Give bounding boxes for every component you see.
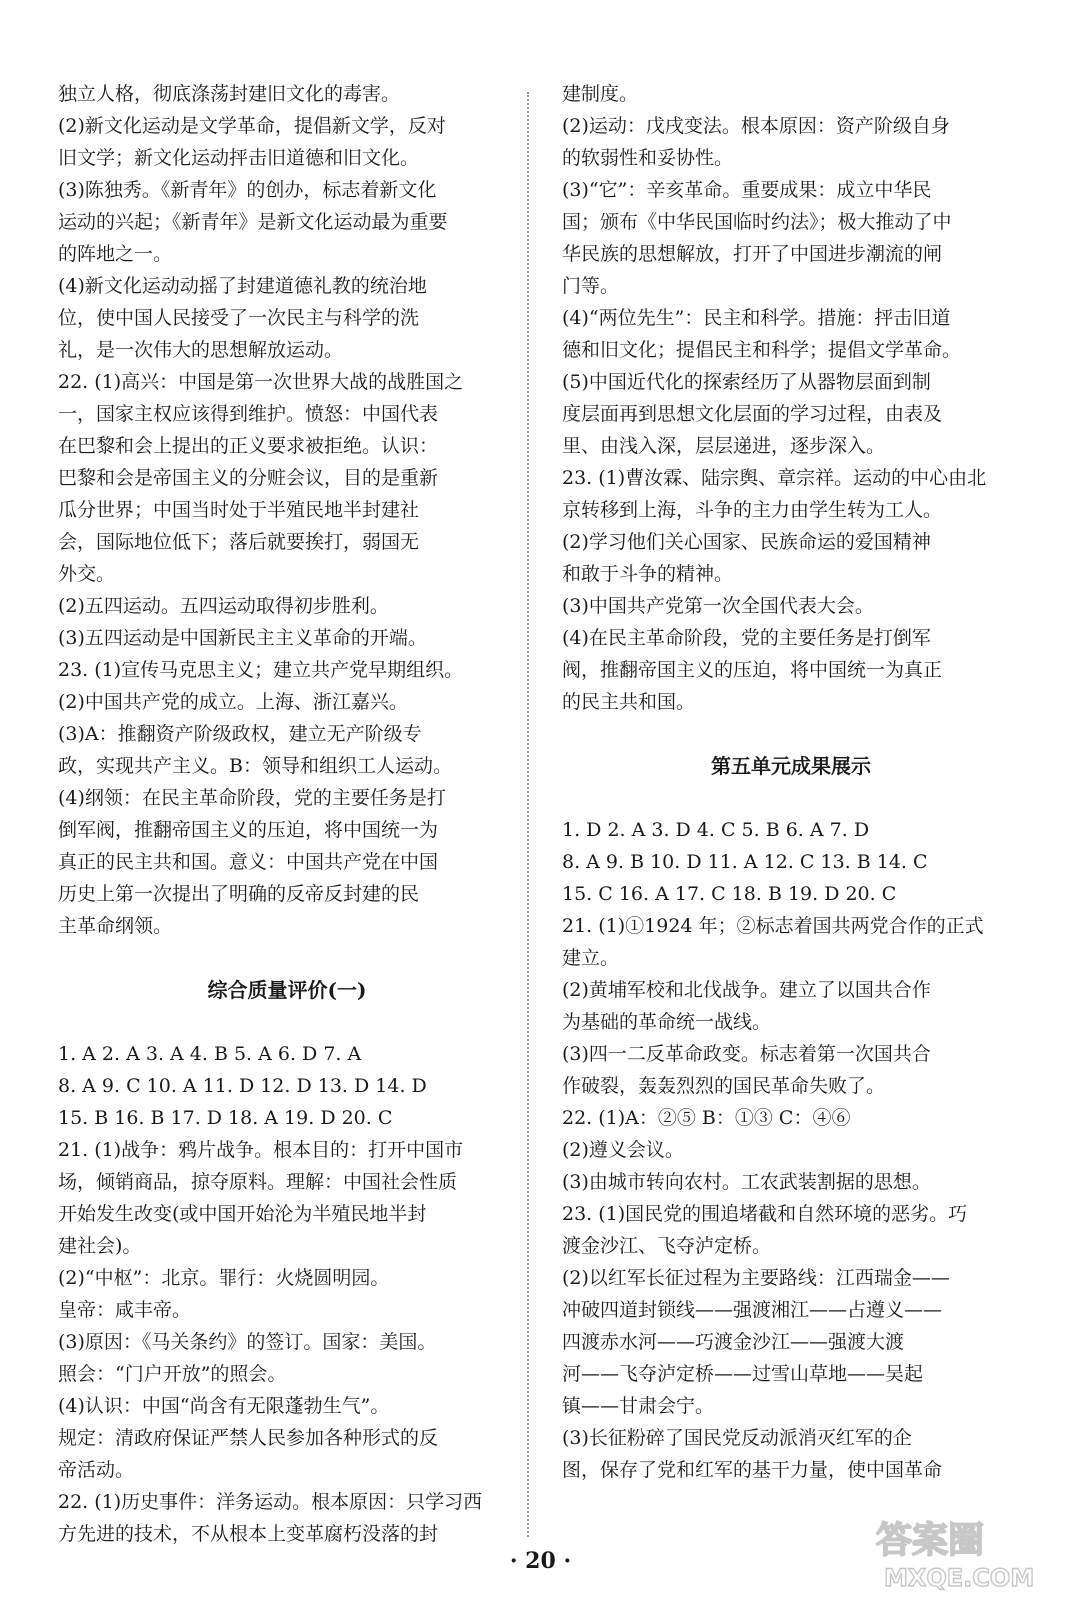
column-divider [527,92,529,1537]
text-line: 京转移到上海，斗争的主力由学生转为工人。 [562,499,943,521]
text-line: (3)原因：《马关条约》的签订。国家：美国。 [58,1331,437,1353]
text-line: 规定：清政府保证严禁人民参加各种形式的反 [58,1427,439,1449]
text-line: 渡金沙江、飞夺泸定桥。 [562,1235,772,1257]
text-line: 四渡赤水河——巧渡金沙江——强渡大渡 [562,1331,905,1353]
text-line: 度层面再到思想文化层面的学习过程，由表及 [562,403,943,425]
text-line: 1. A 2. A 3. A 4. B 5. A 6. D 7. A [58,1043,362,1065]
text-line: 21. (1)①1924 年；②标志着国共两党合作的正式 [562,915,984,937]
text-line: 冲破四道封锁线——强渡湘江——占遵义—— [562,1299,943,1321]
text-line: 运动的兴起；《新青年》是新文化运动最为重要 [58,211,448,233]
text-line: 礼，是一次伟大的思想解放运动。 [58,339,344,361]
text-line: 1. D 2. A 3. D 4. C 5. B 6. A 7. D [562,819,870,841]
text-line: 15. C 16. A 17. C 18. B 19. D 20. C [562,883,897,905]
text-line: 外交。 [58,563,116,585]
section-heading: 第五单元成果展示 [711,754,871,778]
watermark-title: 答案圈 [876,1520,985,1561]
text-line: 照会：“门户开放”的照会。 [58,1363,287,1385]
text-line: (4)认识：中国“尚含有无限蓬勃生气”。 [58,1395,390,1417]
text-line: 会，国际地位低下；落后就要挨打，弱国无 [58,531,420,553]
text-line: 里、由浅入深，层层递进，逐步深入。 [562,435,886,457]
text-line [58,1006,516,1038]
text-line: 开始发生改变(或中国开始沦为半殖民地半封 [58,1203,427,1225]
text-line: (2)新文化运动是文学革命，提倡新文学，反对 [58,115,446,137]
text-line: 皇帝：咸丰帝。 [58,1299,192,1321]
text-line: (3)四一二反革命政变。标志着第一次国共合 [562,1043,931,1065]
text-line: 建立。 [562,947,620,969]
text-line: 为基础的革命统一战线。 [562,1011,772,1033]
text-line: 位，使中国人民接受了一次民主与科学的洗 [58,307,420,329]
text-line: 历史上第一次提出了明确的反帝反封建的民 [58,883,420,905]
text-line: (4)新文化运动动摇了封建道德礼教的统治地 [58,275,427,297]
text-line: (3)五四运动是中国新民主主义革命的开端。 [58,627,427,649]
text-line: 23. (1)曹汝霖、陆宗舆、章宗祥。运动的中心由北 [562,467,987,489]
text-line: (3)A：推翻资产阶级政权，建立无产阶级专 [58,723,422,745]
text-line [562,718,1020,750]
text-line: 22. (1)A：②⑤ B：①③ C：④⑥ [562,1107,851,1129]
text-line: (4)在民主革命阶段，党的主要任务是打倒军 [562,627,931,649]
text-line: 华民族的思想解放，打开了中国进步潮流的闸 [562,243,943,265]
text-line: 真正的民主共和国。意义：中国共产党在中国 [58,851,439,873]
text-line: 一，国家主权应该得到维护。愤怒：中国代表 [58,403,439,425]
section-heading: 综合质量评价(一) [207,978,367,1002]
text-line: (2)运动：戊戌变法。根本原因：资产阶级自身 [562,115,950,137]
text-line: 国；颁布《中华民国临时约法》；极大推动了中 [562,211,952,233]
text-line: 巴黎和会是帝国主义的分赃会议，目的是重新 [58,467,439,489]
text-line: (3)“它”：辛亥革命。重要成果：成立中华民 [562,179,932,201]
text-line: 门等。 [562,275,620,297]
text-line: (2)学习他们关心国家、民族命运的爱国精神 [562,531,931,553]
text-line: 方先进的技术，不从根本上变革腐朽没落的封 [58,1523,439,1545]
text-line: 独立人格，彻底涤荡封建旧文化的毒害。 [58,83,401,105]
text-line: 23. (1)宣传马克思主义；建立共产党早期组织。 [58,659,464,681]
text-line: 主革命纲领。 [58,915,173,937]
text-line: 22. (1)高兴：中国是第一次世界大战的战胜国之 [58,371,464,393]
watermark-url: MXQE.COM [884,1564,1035,1592]
text-line: 瓜分世界；中国当时处于半殖民地半封建社 [58,499,420,521]
text-line: 的软弱性和妥协性。 [562,147,734,169]
text-line: (2)黄埔军校和北伐战争。建立了以国共合作 [562,979,931,1001]
text-line: 在巴黎和会上提出的正义要求被拒绝。认识： [58,435,439,457]
right-column [562,78,1020,1486]
page-number: · 20 · [509,1548,572,1574]
text-line [58,942,516,974]
text-line: 阀，推翻帝国主义的压迫，将中国统一为真正 [562,659,943,681]
text-line: 倒军阀，推翻帝国主义的压迫，将中国统一为 [58,819,439,841]
text-line: (4)纲领：在民主革命阶段，党的主要任务是打 [58,787,446,809]
text-line: 的民主共和国。 [562,691,696,713]
text-line: 作破裂，轰轰烈烈的国民革命失败了。 [562,1075,886,1097]
text-line: 8. A 9. B 10. D 11. A 12. C 13. B 14. C [562,851,928,873]
text-line: 21. (1)战争：鸦片战争。根本目的：打开中国市 [58,1139,464,1161]
text-line: 图，保存了党和红军的基干力量，使中国革命 [562,1459,943,1481]
text-line: (3)长征粉碎了国民党反动派消灭红军的企 [562,1427,912,1449]
text-line: 8. A 9. C 10. A 11. D 12. D 13. D 14. D [58,1075,427,1097]
text-line: 政，实现共产主义。B：领导和组织工人运动。 [58,755,452,777]
text-line: (2)遵义会议。 [562,1139,684,1161]
text-line [562,782,1020,814]
text-line: (3)中国共产党第一次全国代表大会。 [562,595,874,617]
text-line: 23. (1)国民党的围追堵截和自然环境的恶劣。巧 [562,1203,968,1225]
text-line: (4)“两位先生”：民主和科学。措施：抨击旧道 [562,307,951,329]
text-line: (3)陈独秀。《新青年》的创办，标志着新文化 [58,179,437,201]
watermark-logo [868,1512,1073,1594]
text-line: 15. B 16. B 17. D 18. A 19. D 20. C [58,1107,393,1129]
text-line: 场，倾销商品，掠夺原料。理解：中国社会性质 [58,1171,458,1193]
text-line: (5)中国近代化的探索经历了从器物层面到制 [562,371,931,393]
text-line: 22. (1)历史事件：洋务运动。根本原因：只学习西 [58,1491,483,1513]
text-line: 建制度。 [562,83,639,105]
text-line: 帝活动。 [58,1459,135,1481]
text-line: 和敢于斗争的精神。 [562,563,734,585]
text-line: 的阵地之一。 [58,243,173,265]
text-line: (2)以红军长征过程为主要路线：江西瑞金—— [562,1267,950,1289]
text-line: 旧文学；新文化运动抨击旧道德和旧文化。 [58,147,420,169]
text-line: 德和旧文化；提倡民主和科学；提倡文学革命。 [562,339,962,361]
text-line: 河——飞夺泸定桥——过雪山草地——吴起 [562,1363,924,1385]
text-line: (2)中国共产党的成立。上海、浙江嘉兴。 [58,691,408,713]
text-line: (2)“中枢”：北京。罪行：火烧圆明园。 [58,1267,390,1289]
text-line: 建社会)。 [58,1235,142,1257]
text-line: 镇——甘肃会宁。 [562,1395,715,1417]
text-line: (2)五四运动。五四运动取得初步胜利。 [58,595,389,617]
left-column [58,78,516,1550]
text-line: (3)由城市转向农村。工农武装割据的思想。 [562,1171,931,1193]
